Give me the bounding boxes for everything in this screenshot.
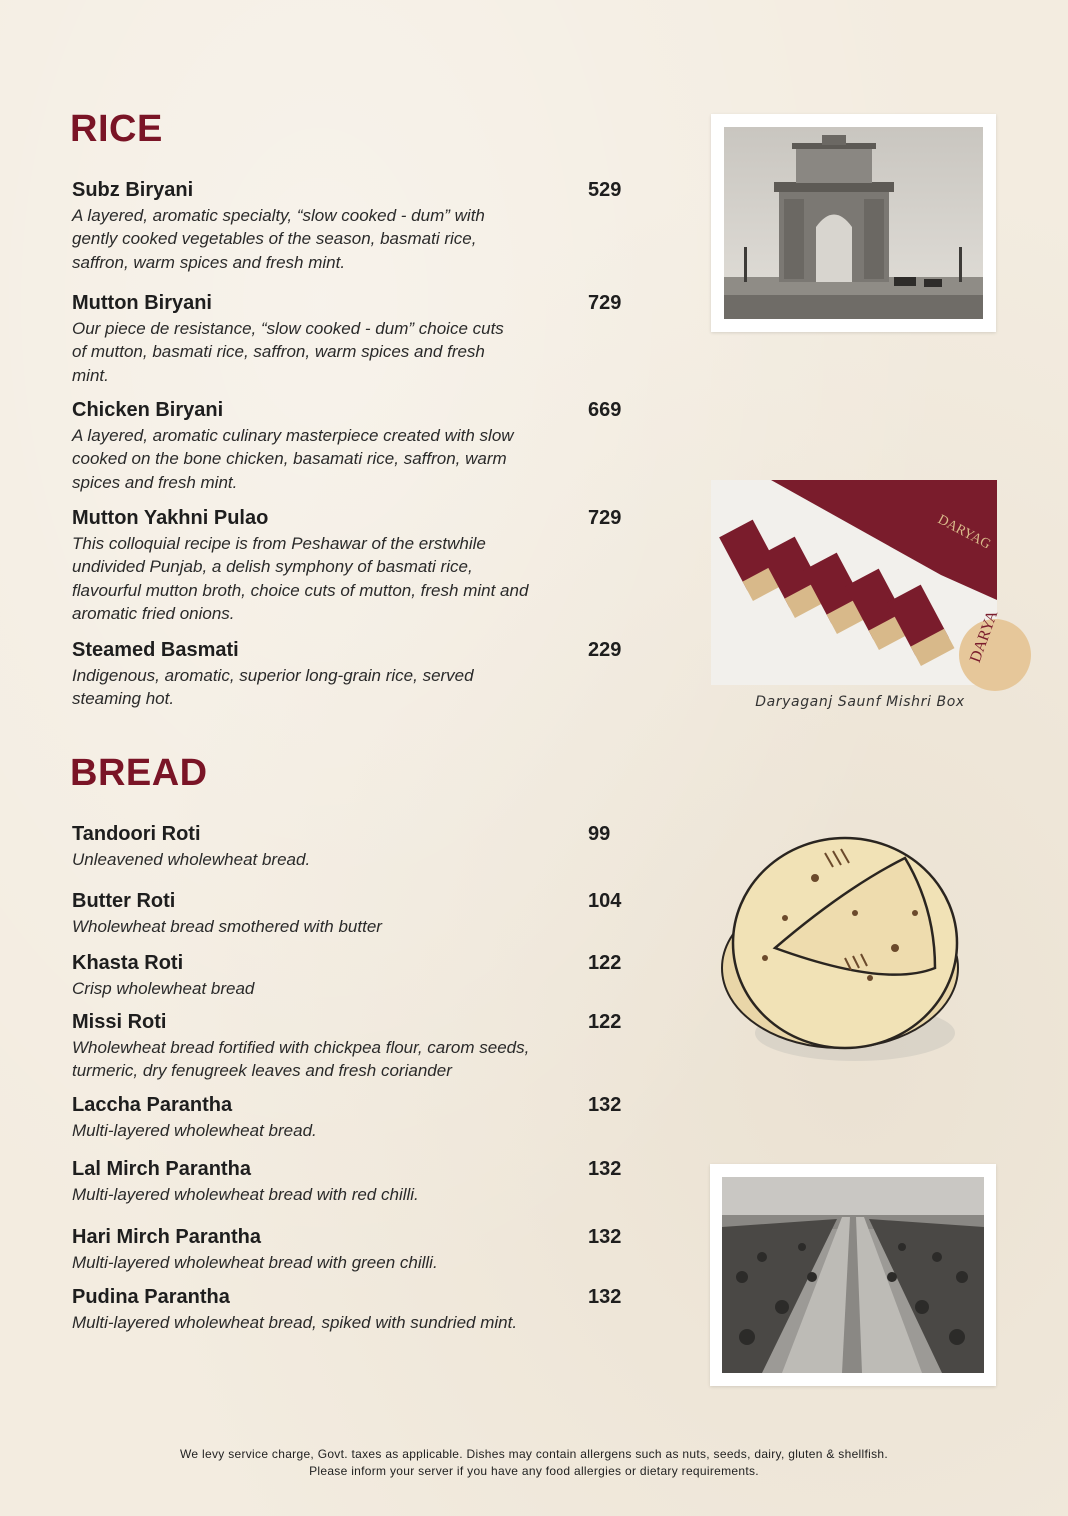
item-price: 729 — [588, 507, 622, 529]
footer-line-2: Please inform your server if you have any food allergies or dietary requirements. — [309, 1464, 759, 1478]
box-brand-text: DARYAG — [935, 512, 994, 553]
item-name: Missi Roti — [72, 1011, 167, 1033]
item-price: 132 — [588, 1226, 622, 1248]
menu-item — [72, 291, 632, 387]
item-name: Lal Mirch Parantha — [72, 1158, 251, 1180]
item-description: This colloquial recipe is from Peshawar of the erstwhile undivided Punjab, a delish symphony of basmati rice, flavourful mutton broth, choice cuts of mutton, fresh mint and aromatic fried onions. — [72, 534, 529, 623]
item-description: Crisp wholewheat bread — [72, 979, 255, 998]
item-name: Butter Roti — [72, 890, 176, 912]
section-title-rice: RICE — [70, 108, 163, 150]
item-name: Chicken Biryani — [72, 399, 224, 421]
menu-item — [72, 1225, 632, 1274]
rajpath-aerial-photo — [710, 1164, 996, 1386]
item-description: Multi-layered wholewheat bread with green chilli. — [72, 1253, 438, 1272]
item-description: Multi-layered wholewheat bread, spiked with sundried mint. — [72, 1313, 518, 1332]
item-price: 132 — [588, 1158, 622, 1180]
item-name: Steamed Basmati — [72, 639, 239, 661]
item-name: Mutton Biryani — [72, 292, 212, 314]
item-price: 122 — [588, 1011, 622, 1033]
india-gate-photo — [711, 114, 996, 332]
menu-item — [72, 822, 632, 871]
item-price: 229 — [588, 639, 622, 661]
item-name: Khasta Roti — [72, 952, 184, 974]
item-description: Multi-layered wholewheat bread. — [72, 1121, 317, 1140]
item-description: Unleavened wholewheat bread. — [72, 850, 311, 869]
menu-item — [72, 1285, 632, 1334]
item-name: Tandoori Roti — [72, 823, 201, 845]
item-description: Our piece de resistance, “slow cooked - dum” choice cuts of mutton, basmati rice, saffron, warm spices and fresh mint. — [72, 319, 504, 385]
menu-item — [72, 178, 632, 274]
menu-item — [72, 398, 632, 494]
item-description: Indigenous, aromatic, superior long-grain rice, served steaming hot. — [72, 666, 474, 709]
item-description: Wholewheat bread fortified with chickpea flour, carom seeds, turmeric, dry fenugreek leaves and fresh coriander — [72, 1038, 530, 1081]
footer-line-1: We levy service charge, Govt. taxes as applicable. Dishes may contain allergens such as nuts, seeds, dairy, gluten & shellfish. — [180, 1447, 888, 1461]
item-name: Hari Mirch Parantha — [72, 1226, 261, 1248]
item-price: 669 — [588, 399, 622, 421]
item-price: 104 — [588, 890, 622, 912]
item-price: 132 — [588, 1094, 622, 1116]
item-description: Wholewheat bread smothered with butter — [72, 917, 382, 936]
item-price: 122 — [588, 952, 622, 974]
item-description: A layered, aromatic culinary masterpiece created with slow cooked on the bone chicken, basamati rice, saffron, warm spices and fresh mint. — [72, 426, 514, 492]
footer-note — [0, 1446, 1068, 1480]
section-title-bread: BREAD — [70, 752, 208, 794]
menu-item — [72, 951, 632, 1000]
menu-item — [72, 1010, 632, 1083]
item-name: Subz Biryani — [72, 179, 194, 201]
item-price: 132 — [588, 1286, 622, 1308]
menu-item — [72, 638, 632, 711]
menu-item — [72, 889, 632, 938]
roti-illustration — [705, 818, 975, 1078]
menu-item — [72, 506, 632, 625]
item-price: 729 — [588, 292, 622, 314]
item-price: 99 — [588, 823, 611, 845]
menu-item — [72, 1093, 632, 1142]
menu-item — [72, 1157, 632, 1206]
item-name: Mutton Yakhni Pulao — [72, 507, 269, 529]
item-name: Pudina Parantha — [72, 1286, 230, 1308]
item-description: A layered, aromatic specialty, “slow cooked - dum” with gently cooked vegetables of the season, basmati rice, saffron, warm spices and fresh mint. — [72, 206, 485, 272]
box-seal-text: DARYA — [966, 608, 1002, 665]
photo-caption: Daryaganj Saunf Mishri Box — [755, 694, 965, 710]
item-name: Laccha Parantha — [72, 1094, 233, 1116]
item-price: 529 — [588, 179, 622, 201]
item-description: Multi-layered wholewheat bread with red chilli. — [72, 1185, 419, 1204]
saunf-mishri-box-photo — [711, 480, 1002, 685]
